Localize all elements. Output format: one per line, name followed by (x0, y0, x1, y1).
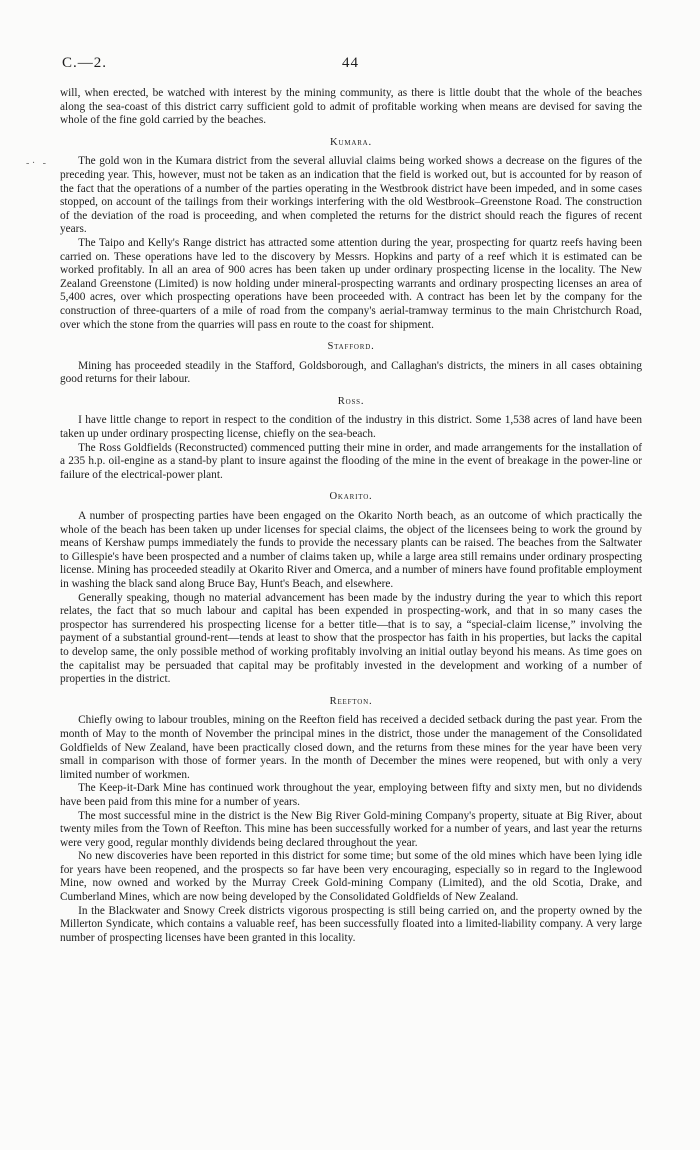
paragraph: I have little change to report in respect to the condition of the industry in this district. Some 1,538 acres of land have been taken up under ordinary prospecting license, chiefly on the sea-beach. (60, 414, 642, 441)
document-reference: C.—2. (62, 55, 108, 71)
paragraph: In the Blackwater and Snowy Creek districts vigorous prospecting is still being carried on, and the property owned by the Millerton Syndicate, which contains a valuable reef, has been successfully floated into a limited-liability company. A very large number of prospecting licenses have been granted in this locality. (60, 904, 642, 944)
paragraph: No new discoveries have been reported in this district for some time; but some of the old mines which have been lying idle for years have been reopened, and the prospects so far have been very encouraging, especially so in regard to the Inglewood Mine, now owned and worked by the Murray Creek Gold-mining Company (Limited), and the old Scotia, Drake, and Cumberland Mines, which are now being developed by the Consolidated Goldfields of New Zealand. (60, 850, 642, 904)
paragraph: The most successful mine in the district is the New Big River Gold-mining Company's property, situate at Big River, about twenty miles from the Town of Reefton. This mine has been successfully worked for a number of years, and last year the returns were very good, regular monthly dividends being declared throughout the year. (60, 809, 642, 849)
margin-mark: - · - (26, 158, 46, 169)
paragraph: The gold won in the Kumara district from the several alluvial claims being worked shows a decrease on the figures of the preceding year. This, however, must not be taken as an indication that the field is worked out, but is accounted for by reason of the fact that the operations of a number of the parties operating in the Westbrook district have been impeded, and in some cases stopped, on account of the tailings from their workings interfering with the old Westbrook–Greenstone Road. The construction of the deviation of the road is proceeding, and when completed the returns for the district should reach the figures of recent years. (60, 155, 642, 236)
paragraph: A number of prospecting parties have been engaged on the Okarito North beach, as an outcome of which practically the whole of the beach has been taken up under licenses for special claims, the object of the licensees being to work the ground by means of Kershaw pumps immediately the funds to provide the necessary plants can be raised. The beaches from the Saltwater to Gillespie's have been prospected and a number of claims taken up, while a large area still remains under ordinary prospecting license. Mining has proceeded steadily at Okarito River and Omerca, and a number of miners have found profitable employment in washing the black sand along Bruce Bay, Hunt's Beach, and elsewhere. (60, 510, 642, 590)
paragraph: The Taipo and Kelly's Range district has attracted some attention during the year, prospecting for quartz reefs having been carried on. These operations have led to the discovery by Messrs. Hopkins and party of a reef which it is estimated can be worked profitably. In all an area of 900 acres has been taken up under ordinary prospecting license in the locality. The New Zealand Greenstone (Limited) is now holding under mineral-prospecting warrants and ordinary prospecting licenses an area of 5,400 acres, over which prospecting operations have been proceeded with. A contract has been let by the company for the construction of three-quarters of a mile of road from the company's aerial-tramway terminus to the main Christchurch Road, over which the stone from the quarries will pass en route to the coast for shipment. (60, 236, 642, 331)
section-heading: Stafford. (327, 341, 375, 353)
page-number: 44 (342, 55, 359, 71)
paragraph: Chiefly owing to labour troubles, mining on the Reefton field has received a decided setback during the past year. From the month of May to the month of November the principal mines in the district, those under the management of the Consolidated Goldfields of New Zealand, have been practically closed down, and the returns from these mines for the year have been very small in comparison with those of former years. In the month of December the mines were reopened, but with only a very limited number of workmen. (60, 714, 642, 781)
paragraph: will, when erected, be watched with interest by the mining community, as there is little doubt that the whole of the beaches along the sea-coast of this district carry sufficient gold to admit of profitable working when means are devised for saving the whole of the fine gold carried by the beaches. (60, 87, 642, 127)
section-heading: Ross. (337, 395, 365, 407)
paragraph: The Keep-it-Dark Mine has continued work throughout the year, employing between fifty and sixty men, but no dividends have been paid from this mine for a number of years. (60, 782, 642, 808)
paragraph: Mining has proceeded steadily in the Stafford, Goldsborough, and Callaghan's districts, the miners in all cases obtaining good returns for their labour. (60, 359, 642, 386)
section-heading: Kumara. (330, 136, 372, 148)
document-body (60, 87, 642, 945)
section-heading: Reefton. (329, 695, 373, 707)
paragraph: Generally speaking, though no material advancement has been made by the industry during the year to which this report relates, the fact that so much labour and capital has been expended in prospecting-work, and that in so many cases the prospector has surrendered his prospecting license for a better title—that is to say, a “special-claim license,” involving the payment of a substantial ground-rent—tends at least to show that the prospector has faith in his properties, but lacks the capital to develop same, the only possible method of working profitably involving an initial outlay beyond his means. As time goes on the capitalist may be persuaded that capital may be profitably invested in the development and working of a number of properties in the district. (60, 591, 642, 686)
section-heading: Okarito. (329, 491, 373, 503)
paragraph: The Ross Goldfields (Reconstructed) commenced putting their mine in order, and made arrangements for the installation of a 235 h.p. oil-engine as a stand-by plant to insure against the flooding of the mine in the event of breakage in the power-line or failure of the electrical-power plant. (60, 441, 642, 481)
